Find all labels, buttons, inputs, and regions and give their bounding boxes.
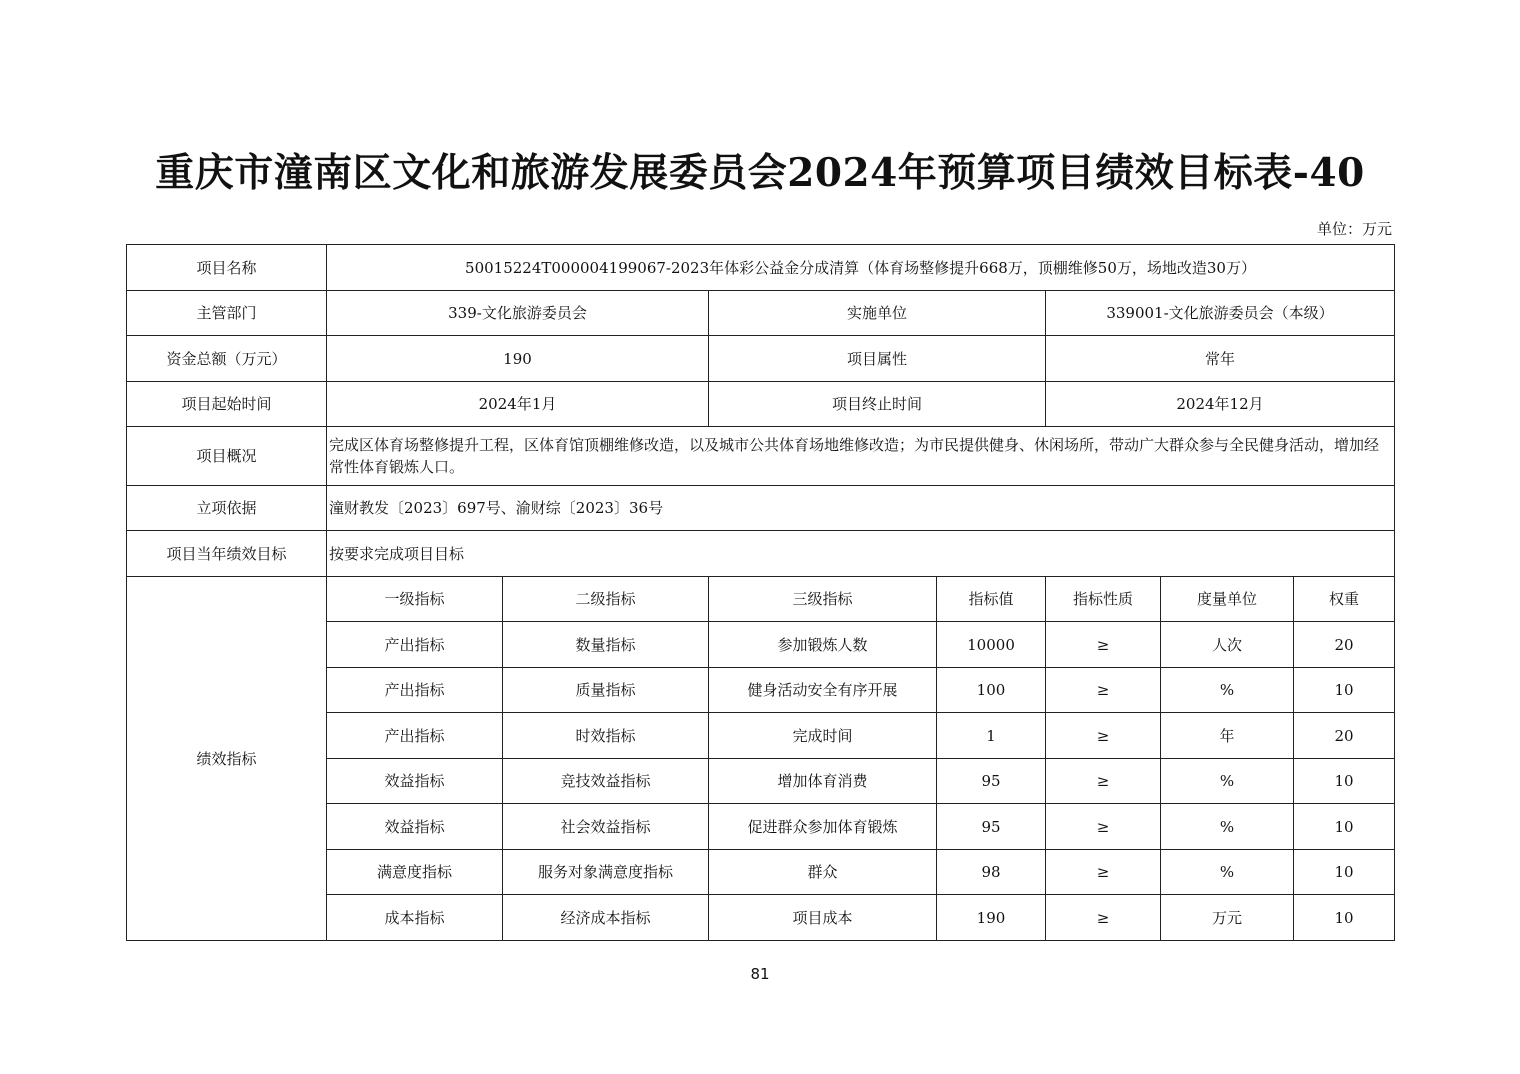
row-project-name	[127, 245, 1395, 291]
cell-level3: 项目成本	[709, 895, 937, 941]
start-label: 项目起始时间	[127, 382, 327, 427]
row-basis	[127, 486, 1395, 531]
cell-level2: 数量指标	[503, 622, 709, 668]
end-label: 项目终止时间	[709, 382, 1046, 427]
cell-weight: 10	[1294, 759, 1395, 804]
cell-unit: %	[1161, 668, 1294, 713]
cell-nature: ≥	[1046, 668, 1161, 713]
row-department	[127, 291, 1395, 336]
header-value: 指标值	[937, 577, 1046, 622]
cell-value: 190	[937, 895, 1046, 941]
header-level3: 三级指标	[709, 577, 937, 622]
cell-value: 10000	[937, 622, 1046, 668]
cell-value: 98	[937, 850, 1046, 895]
cell-weight: 10	[1294, 895, 1395, 941]
cell-level1: 产出指标	[327, 668, 503, 713]
indicator-header-row	[127, 577, 1395, 622]
fund-label: 资金总额（万元）	[127, 336, 327, 382]
cell-level3: 参加锻炼人数	[709, 622, 937, 668]
overview-value: 完成区体育场整修提升工程，区体育馆顶棚维修改造，以及城市公共体育场地维修改造；为市民提供健身、休闲场所，带动广大群众参与全民健身活动，增加经常性体育锻炼人口。	[327, 427, 1395, 486]
cell-nature: ≥	[1046, 850, 1161, 895]
project-name-value: 50015224T000004199067-2023年体彩公益金分成清算（体育场整修提升668万，顶棚维修50万，场地改造30万）	[327, 245, 1395, 291]
header-unit: 度量单位	[1161, 577, 1294, 622]
cell-value: 95	[937, 804, 1046, 850]
cell-level2: 经济成本指标	[503, 895, 709, 941]
header-level1: 一级指标	[327, 577, 503, 622]
cell-level2: 时效指标	[503, 713, 709, 759]
impl-value: 339001-文化旅游委员会（本级）	[1046, 291, 1395, 336]
cell-unit: 年	[1161, 713, 1294, 759]
cell-level1: 产出指标	[327, 713, 503, 759]
cell-level1: 产出指标	[327, 622, 503, 668]
cell-weight: 20	[1294, 713, 1395, 759]
dept-value: 339-文化旅游委员会	[327, 291, 709, 336]
cell-value: 95	[937, 759, 1046, 804]
cell-level3: 增加体育消费	[709, 759, 937, 804]
cell-level1: 满意度指标	[327, 850, 503, 895]
cell-value: 100	[937, 668, 1046, 713]
row-overview	[127, 427, 1395, 486]
dept-label: 主管部门	[127, 291, 327, 336]
goal-value: 按要求完成项目目标	[327, 531, 1395, 577]
basis-value: 潼财教发〔2023〕697号、渝财综〔2023〕36号	[327, 486, 1395, 531]
cell-level2: 质量指标	[503, 668, 709, 713]
cell-level2: 社会效益指标	[503, 804, 709, 850]
cell-nature: ≥	[1046, 622, 1161, 668]
impl-label: 实施单位	[709, 291, 1046, 336]
row-time	[127, 382, 1395, 427]
unit-label: 单位：万元	[1316, 220, 1392, 238]
cell-level3: 群众	[709, 850, 937, 895]
cell-unit: %	[1161, 850, 1294, 895]
cell-level1: 成本指标	[327, 895, 503, 941]
attr-value: 常年	[1046, 336, 1395, 382]
cell-unit: %	[1161, 804, 1294, 850]
attr-label: 项目属性	[709, 336, 1046, 382]
indicators-section-label: 绩效指标	[127, 577, 327, 941]
performance-target-table	[126, 244, 1395, 941]
end-value: 2024年12月	[1046, 382, 1395, 427]
cell-weight: 10	[1294, 804, 1395, 850]
cell-level3: 完成时间	[709, 713, 937, 759]
cell-value: 1	[937, 713, 1046, 759]
cell-unit: %	[1161, 759, 1294, 804]
cell-level1: 效益指标	[327, 759, 503, 804]
header-nature: 指标性质	[1046, 577, 1161, 622]
cell-level3: 促进群众参加体育锻炼	[709, 804, 937, 850]
cell-unit: 人次	[1161, 622, 1294, 668]
cell-nature: ≥	[1046, 895, 1161, 941]
header-level2: 二级指标	[503, 577, 709, 622]
cell-weight: 10	[1294, 668, 1395, 713]
goal-label: 项目当年绩效目标	[127, 531, 327, 577]
cell-level1: 效益指标	[327, 804, 503, 850]
page-number: 81	[750, 965, 770, 983]
project-name-label: 项目名称	[127, 245, 327, 291]
cell-level3: 健身活动安全有序开展	[709, 668, 937, 713]
fund-value: 190	[327, 336, 709, 382]
cell-nature: ≥	[1046, 713, 1161, 759]
page-title: 重庆市潼南区文化和旅游发展委员会2024年预算项目绩效目标表-40	[155, 150, 1365, 196]
row-fund	[127, 336, 1395, 382]
cell-nature: ≥	[1046, 759, 1161, 804]
basis-label: 立项依据	[127, 486, 327, 531]
cell-nature: ≥	[1046, 804, 1161, 850]
header-weight: 权重	[1294, 577, 1395, 622]
cell-weight: 10	[1294, 850, 1395, 895]
start-value: 2024年1月	[327, 382, 709, 427]
cell-weight: 20	[1294, 622, 1395, 668]
cell-unit: 万元	[1161, 895, 1294, 941]
cell-level2: 竞技效益指标	[503, 759, 709, 804]
row-goal	[127, 531, 1395, 577]
overview-label: 项目概况	[127, 427, 327, 486]
cell-level2: 服务对象满意度指标	[503, 850, 709, 895]
